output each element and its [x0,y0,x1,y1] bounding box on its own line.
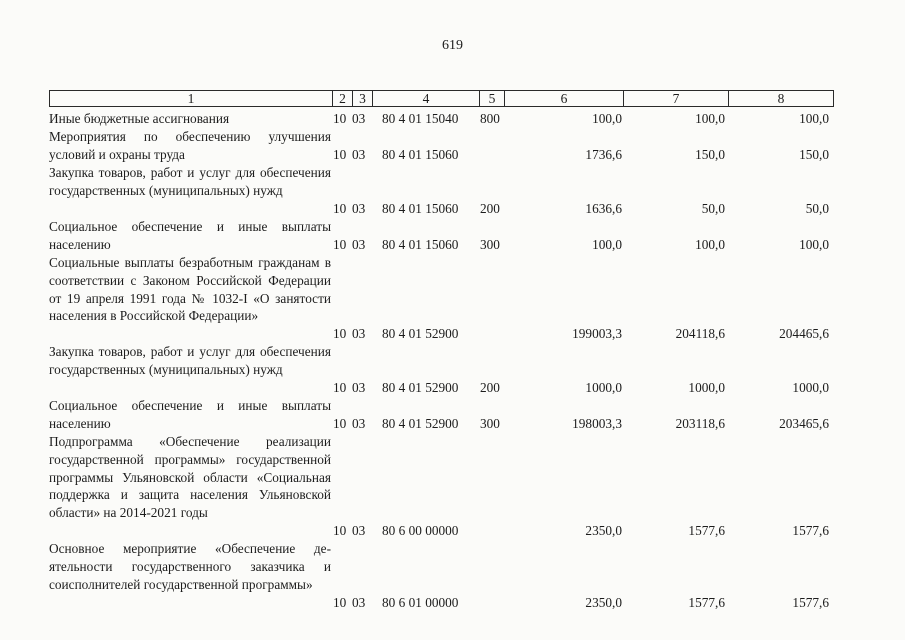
amount-col-6: 2350,0 [585,523,622,539]
section-code: 10 [333,595,347,611]
subsection-code: 03 [352,237,366,253]
target-article-code: 80 6 00 00000 [382,523,459,539]
section-code: 10 [333,326,347,342]
expense-type-code: 200 [480,201,500,217]
amount-col-8: 150,0 [799,147,829,163]
row-title: Социальное обеспечение и иные выплаты населению [49,219,331,252]
amount-col-8: 1577,6 [792,523,829,539]
header-cell-7: 7 [623,91,728,106]
subsection-code: 03 [352,201,366,217]
row-title: Закупка товаров, работ и услуг для обеспечения государственных (муниципальных) нужд [49,165,331,198]
expense-type-code: 300 [480,416,500,432]
amount-col-7: 204118,6 [675,326,725,342]
amount-col-8: 204465,6 [779,326,829,342]
page-number: 619 [442,38,463,53]
header-cell-1: 1 [187,91,195,106]
table-row [49,164,837,218]
amount-col-8: 100,0 [799,111,829,127]
amount-col-7: 50,0 [701,201,725,217]
subsection-code: 03 [352,380,366,396]
amount-col-8: 50,0 [805,201,829,217]
subsection-code: 03 [352,111,366,127]
target-article-code: 80 4 01 15040 [382,111,459,127]
table-row [49,254,837,343]
amount-col-8: 1000,0 [792,380,829,396]
row-title: Иные бюджетные ассигнования [49,111,230,126]
table-row [49,128,837,164]
table-row [49,397,837,433]
subsection-code: 03 [352,326,366,342]
subsection-code: 03 [352,416,366,432]
amount-col-7: 1000,0 [688,380,725,396]
expense-type-code: 200 [480,380,500,396]
section-code: 10 [333,416,347,432]
table-row [49,218,837,254]
row-title: Социальное обеспечение и иные выплаты населению [49,398,331,431]
header-cell-4: 4 [372,91,479,106]
amount-col-6: 198003,3 [572,416,622,432]
table-row [49,110,837,128]
row-title: Подпрограмма «Обеспечение реализации государственной программы» государственной программы Ульяновской области «Социальная поддержка и защита населения Ульяновской области» на 2014-2021 годы [49,434,331,521]
amount-col-6: 100,0 [592,237,622,253]
section-code: 10 [333,237,347,253]
target-article-code: 80 4 01 15060 [382,237,459,253]
expense-type-code: 300 [480,237,500,253]
table-header-row [49,90,834,107]
row-title: Мероприятия по обеспечению улучшения условий и охраны труда [49,129,331,162]
amount-col-6: 1636,6 [585,201,622,217]
amount-col-6: 2350,0 [585,595,622,611]
amount-col-6: 100,0 [592,111,622,127]
amount-col-8: 100,0 [799,237,829,253]
amount-col-8: 1577,6 [792,595,829,611]
subsection-code: 03 [352,595,366,611]
subsection-code: 03 [352,523,366,539]
amount-col-7: 1577,6 [688,523,725,539]
amount-col-6: 1000,0 [585,380,622,396]
target-article-code: 80 4 01 52900 [382,326,459,342]
table-row [49,433,837,540]
header-cell-6: 6 [504,91,623,106]
section-code: 10 [333,380,347,396]
section-code: 10 [333,201,347,217]
amount-col-6: 1736,6 [585,147,622,163]
target-article-code: 80 4 01 15060 [382,201,459,217]
row-title: Закупка товаров, работ и услуг для обеспечения государственных (муниципальных) нужд [49,344,331,377]
row-title: Основное мероприятие «Обеспечение деятельности государственного заказчика и соисполнителей государственной программы» [49,541,331,592]
section-code: 10 [333,523,347,539]
expense-type-code: 800 [480,111,500,127]
amount-col-7: 100,0 [695,237,725,253]
amount-col-6: 199003,3 [572,326,622,342]
amount-col-7: 203118,6 [675,416,725,432]
section-code: 10 [333,147,347,163]
row-title: Социальные выплаты безработным гражданам в соответствии с Законом Российской Федерации от 19 апреля 1991 года № 1032-I «О занятости населения в Российской Федерации» [49,255,331,324]
target-article-code: 80 4 01 15060 [382,147,459,163]
table-row [49,540,837,612]
header-cell-5: 5 [479,91,504,106]
section-code: 10 [333,111,347,127]
target-article-code: 80 4 01 52900 [382,380,459,396]
amount-col-7: 100,0 [695,111,725,127]
amount-col-7: 150,0 [695,147,725,163]
target-article-code: 80 6 01 00000 [382,595,459,611]
header-cell-2: 2 [332,91,352,106]
amount-col-8: 203465,6 [779,416,829,432]
amount-col-7: 1577,6 [688,595,725,611]
target-article-code: 80 4 01 52900 [382,416,459,432]
header-cell-8: 8 [728,91,833,106]
subsection-code: 03 [352,147,366,163]
header-cell-3: 3 [352,91,372,106]
table-row [49,343,837,397]
